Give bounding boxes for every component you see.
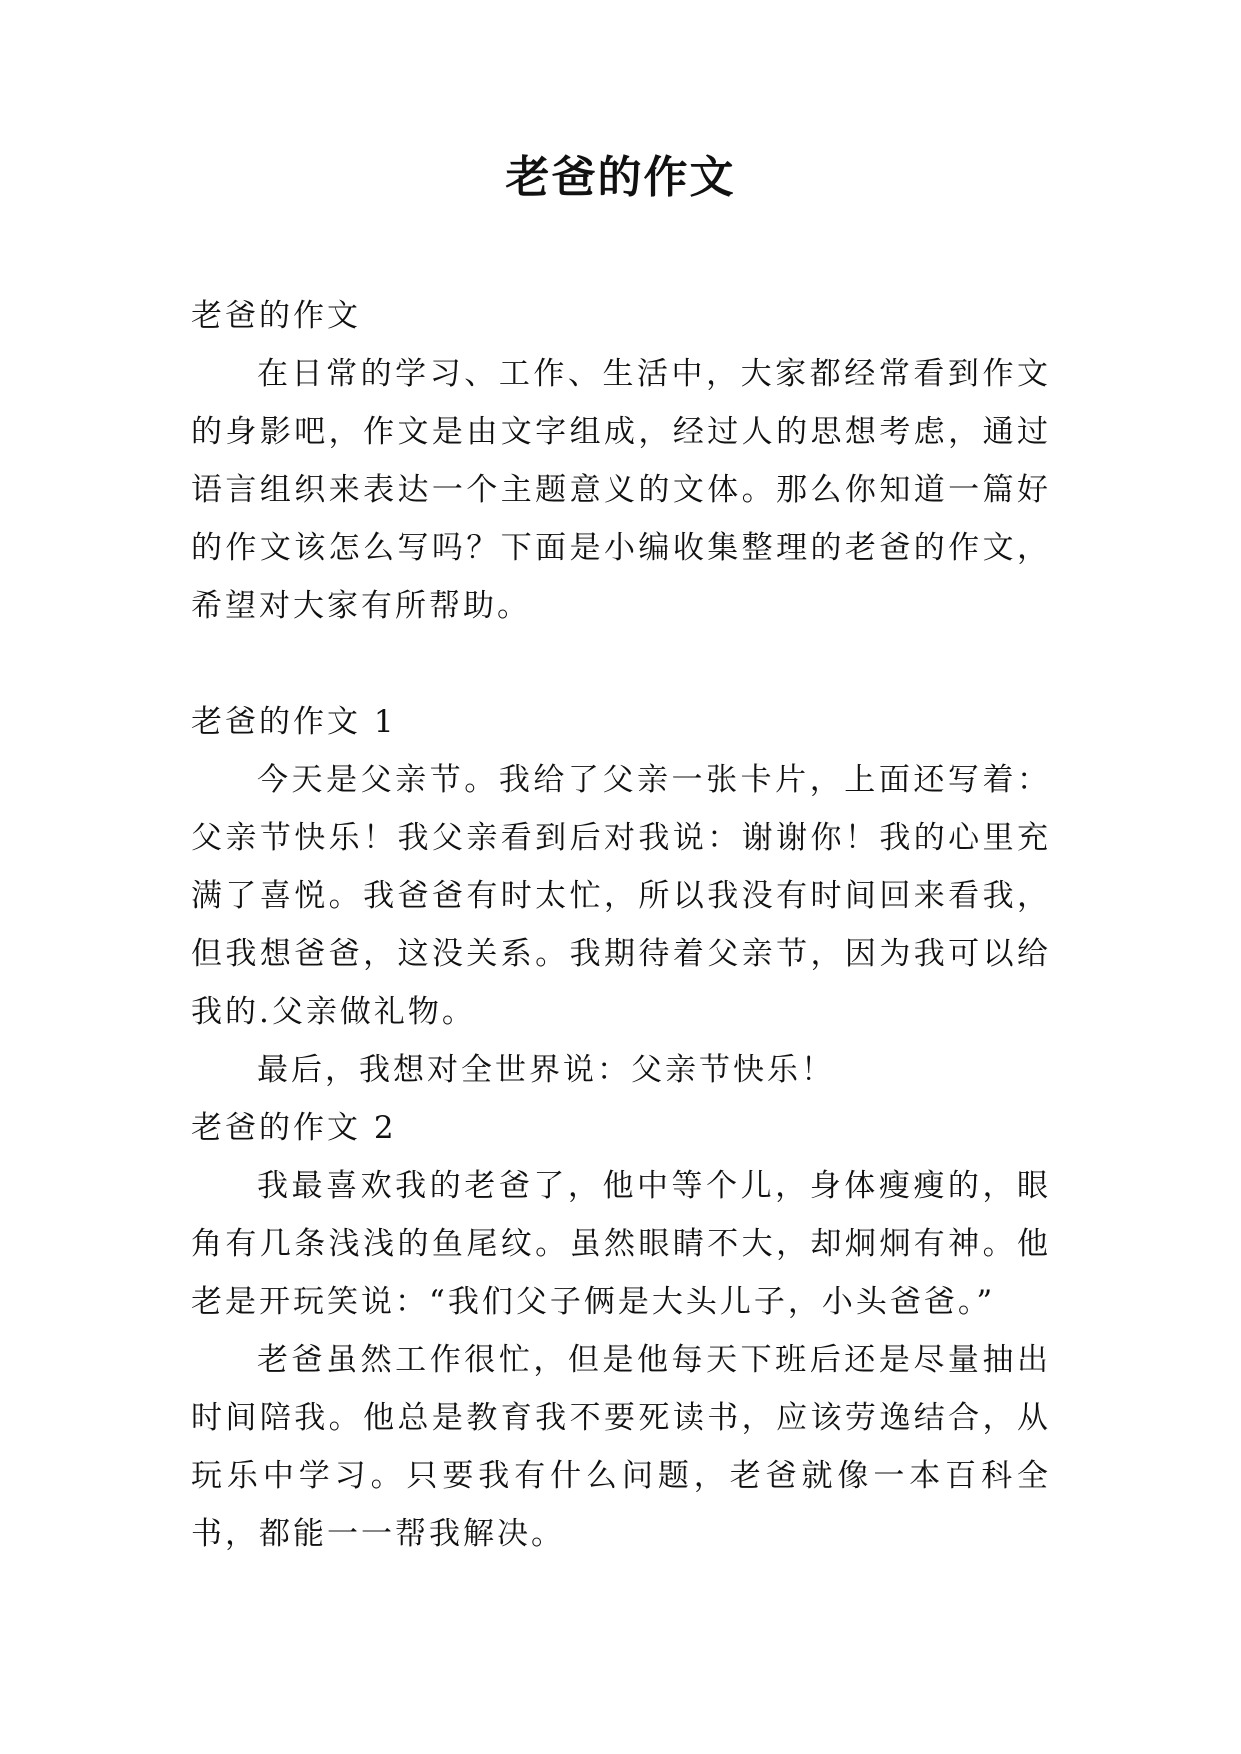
essay-2-paragraph-1: 我最喜欢我的老爸了，他中等个儿，身体瘦瘦的，眼角有几条浅浅的鱼尾纹。虽然眼睛不大，却炯炯有神。他老是开玩笑说：“我们父子俩是大头儿子，小头爸爸。” [191,1168,1051,1320]
intro-paragraph: 在日常的学习、工作、生活中，大家都经常看到作文的身影吧，作文是由文字组成，经过人的思想考虑，通过语言组织来表达一个主题意义的文体。那么你知道一篇好的作文该怎么写吗？下面是小编收集整理的老爸的作文，希望对大家有所帮助。 [191,356,1051,624]
essay-2-heading: 老爸的作文 2 [191,1110,397,1146]
document-title: 老爸的作文 [505,152,736,203]
essay-1-paragraph-2: 最后，我想对全世界说：父亲节快乐！ [257,1052,835,1088]
essay-2-paragraph-2: 老爸虽然工作很忙，但是他每天下班后还是尽量抽出时间陪我。他总是教育我不要死读书，应该劳逸结合，从玩乐中学习。只要我有什么问题，老爸就像一本百科全书，都能一一帮我解决。 [191,1342,1051,1552]
essay-1-heading: 老爸的作文 1 [191,704,397,740]
essay-1-paragraph-1: 今天是父亲节。我给了父亲一张卡片，上面还写着：父亲节快乐！我父亲看到后对我说：谢谢你！我的心里充满了喜悦。我爸爸有时太忙，所以我没有时间回来看我，但我想爸爸，这没关系。我期待着父亲节，因为我可以给我的.父亲做礼物。 [191,762,1051,1030]
section-spacer [191,635,1051,693]
intro-heading: 老爸的作文 [191,298,361,334]
document-body [191,287,1051,1563]
